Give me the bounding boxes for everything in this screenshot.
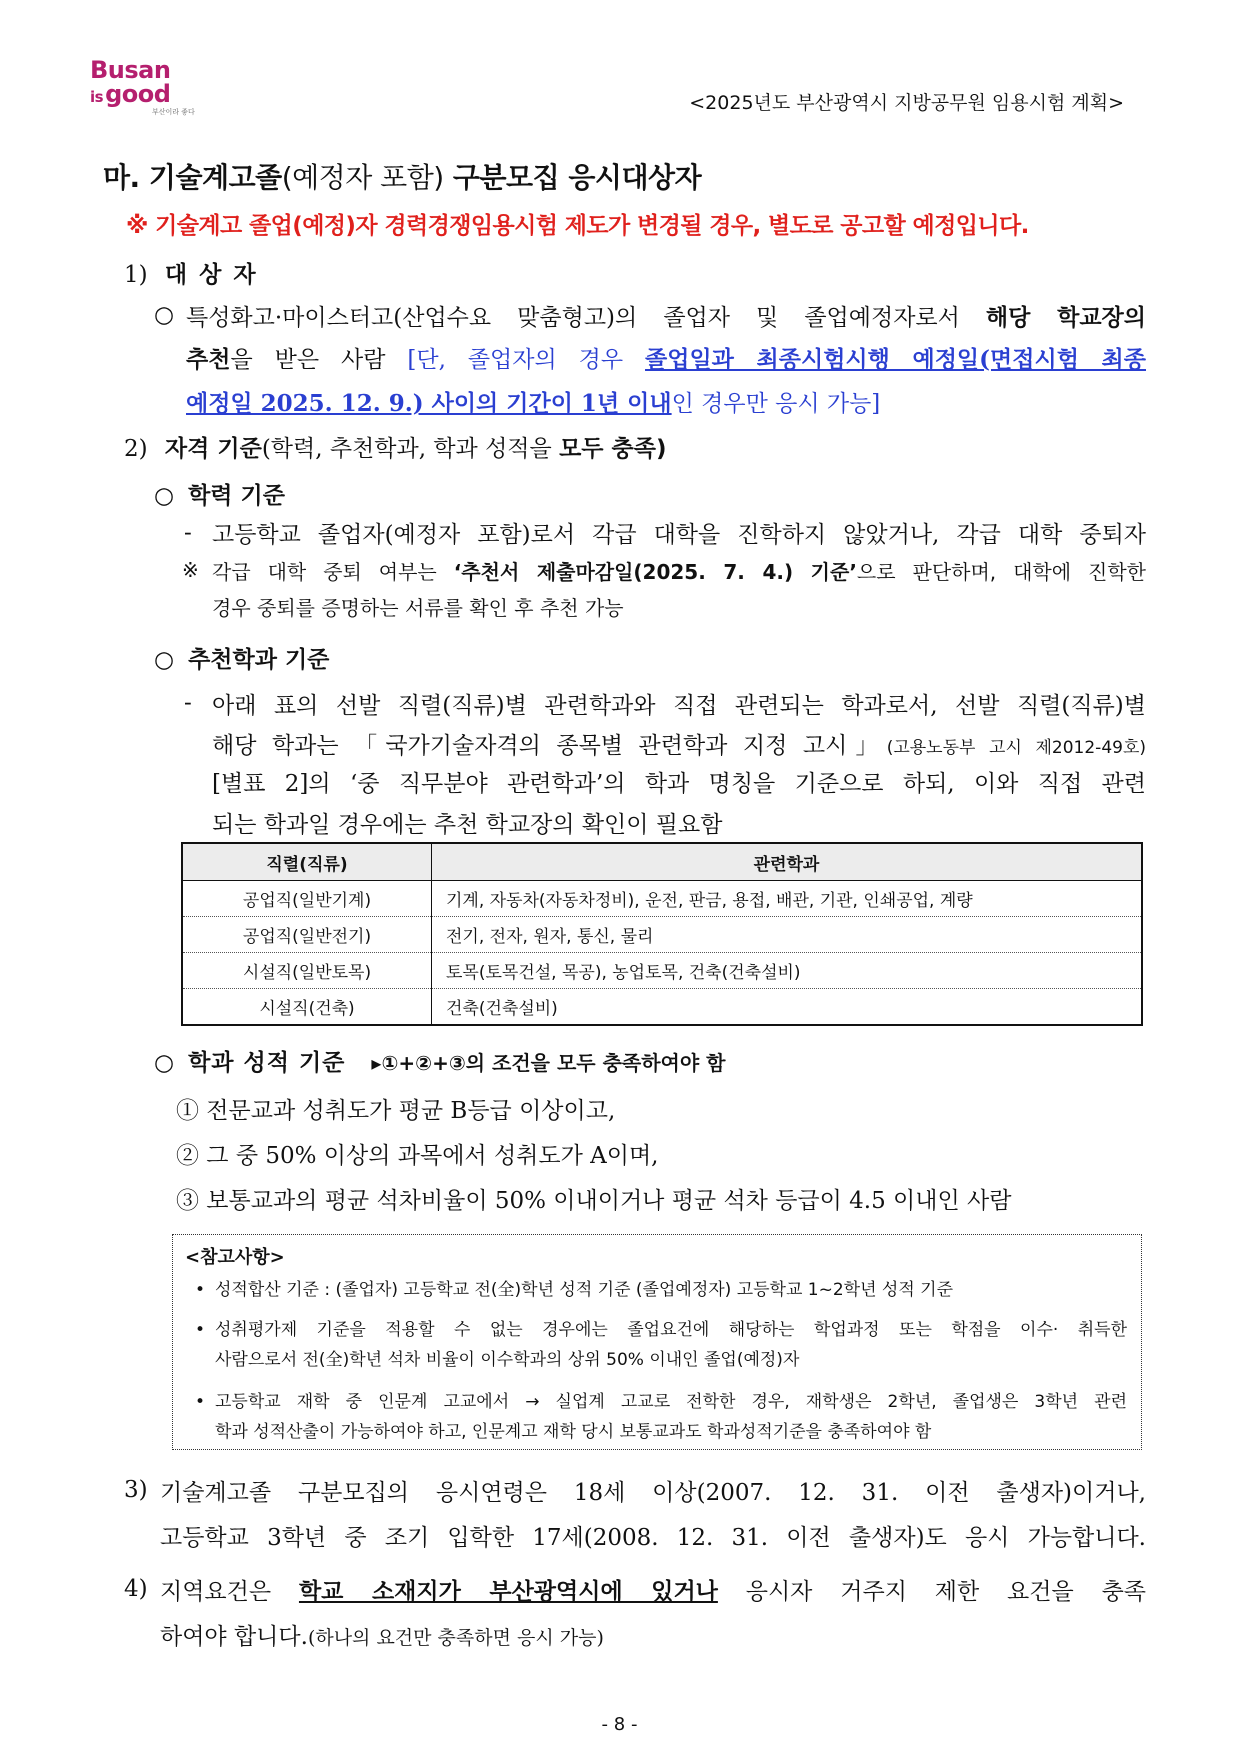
item4-num: 4): [124, 1576, 148, 1602]
edu-bullet: ○: [154, 483, 175, 509]
edu-note-mark: ※: [182, 558, 199, 582]
item1-line1: [186, 302, 1146, 334]
item1-p3a: 예정일 2025. 12. 9.) 사이의 기간이 1년 이내: [186, 390, 672, 417]
dept-heading: [154, 641, 329, 674]
item2-heading-a: 자격 기준: [164, 436, 262, 462]
dept-title: 추천학과 기준: [188, 647, 330, 673]
series-cell: 시설직(일반토목): [182, 953, 432, 989]
item2-heading-c: 모두 충족: [559, 436, 656, 462]
dept-line1: 아래 표의 선발 직렬(직류)별 관련학과와 직접 관련되는 학과로서, 선발 직렬(직류)별: [212, 693, 1146, 719]
item3-num: 3): [124, 1477, 148, 1503]
item1-title: 대 상 자: [164, 262, 258, 288]
edu-dash: -: [184, 520, 192, 546]
bullet-dot: •: [195, 1280, 206, 1300]
depts-cell: 토목(토목건설, 목공), 농업토목, 건축(건축설비): [432, 953, 1143, 989]
logo-good: good: [105, 80, 171, 108]
item1-p1a: 특성화고·마이스터고(산업수요 맞춤형고)의 졸업자 및 졸업예정자로서: [186, 305, 986, 331]
series-cell: 공업직(일반기계): [182, 881, 432, 917]
series-cell: 시설직(건축): [182, 989, 432, 1026]
col-depts-header: 관련학과: [432, 843, 1143, 881]
item4-l1b: 학교 소재지가 부산광역시에 있거나: [298, 1579, 718, 1605]
reference-text: 성적합산 기준 : (졸업자) 고등학교 전(全)학년 성적 기준 (졸업예정자) 고등학교 1~2학년 성적 기준: [215, 1280, 954, 1300]
bullet-dot: •: [195, 1320, 206, 1340]
plan-title: <2025년도 부산광역시 지방공무원 임용시험 계획>: [689, 92, 1124, 114]
edu-title: 학력 기준: [188, 483, 285, 509]
item2-num: 2): [124, 436, 148, 462]
item1-num: 1): [124, 262, 148, 288]
reference-item: [195, 1387, 1127, 1447]
grade-heading: [154, 1044, 725, 1077]
edu-note1b: ‘추천서 제출마감일(2025. 7. 4.) 기준’: [453, 560, 857, 584]
dept-dash: -: [184, 690, 192, 716]
reference-title: <참고사항>: [185, 1247, 285, 1268]
bullet-dot: •: [195, 1392, 206, 1412]
item2-heading-d: ): [655, 436, 667, 462]
item1-p2d: 졸업일과 최종시험시행 예정일(면접시험 최종: [645, 346, 1146, 373]
page-number: - 8 -: [601, 1714, 638, 1735]
logo-line2: [90, 82, 210, 109]
grade-title: 학과 성적 기준: [188, 1050, 346, 1076]
item4-l1c: 응시자 거주지 제한 요건을 충족: [717, 1579, 1147, 1605]
edu-line: 고등학교 졸업자(예정자 포함)로서 각급 대학을 진학하지 않았거나, 각급 대학 중퇴자: [212, 522, 1147, 548]
dept-line4: 되는 학과일 경우에는 추천 학교장의 확인이 필요함: [212, 812, 723, 838]
busan-is-good-logo: [90, 58, 210, 117]
item1-line2: [186, 344, 1146, 376]
logo-is: is: [90, 88, 104, 106]
reference-text: 고등학교 재학 중 인문계 고교에서 → 실업계 고교로 전학한 경우, 재학생은 2학년, 졸업생은 3학년 관련: [215, 1392, 1127, 1412]
table-row: [182, 989, 1142, 1026]
dept-l2c: (고용노동부 고시 제2012-49호): [886, 738, 1147, 758]
item1-p2c: [단, 졸업자의 경우: [407, 347, 646, 373]
item1-p1b: 해당 학교장의: [985, 305, 1146, 331]
item4-line1: [160, 1576, 1146, 1608]
reference-text-cont: 학과 성적산출이 가능하여야 하고, 인문계고 재학 당시 보통교과도 학과성적기준을 충족하여야 함: [215, 1422, 932, 1442]
depts-cell: 건축(건축설비): [432, 989, 1143, 1026]
item1-line3: [186, 385, 880, 418]
item3-line2: 고등학교 3학년 중 조기 입학한 17세(2008. 12. 31. 이전 출생자)도 응시 가능합니다.: [160, 1525, 1146, 1551]
item1-heading: [124, 256, 258, 289]
table-header-row: [182, 843, 1142, 881]
dept-l2b: 「국가기술자격의 종목별 관련학과 지정 고시」: [354, 733, 887, 759]
item1-p3b: 인 경우만 응시 가능]: [671, 391, 881, 417]
grade-cond3: ③ 보통교과의 평균 석차비율이 50% 이내이거나 평균 석차 등급이 4.5 이내인 사람: [176, 1188, 1012, 1214]
table-row: [182, 917, 1142, 953]
grade-cond1: ① 전문교과 성취도가 평균 B등급 이상이고,: [176, 1098, 616, 1124]
dept-l2a: 해당 학과는: [212, 733, 355, 759]
reference-box: [172, 1234, 1142, 1450]
logo-line1: Busan: [90, 56, 171, 84]
dept-bullet: ○: [154, 647, 175, 673]
item4-l2b: (하나의 요건만 충족하면 응시 가능): [307, 1627, 604, 1649]
item1-p2a: 추천: [186, 347, 231, 373]
edu-heading: [154, 477, 285, 510]
logo-tagline: 부산이라 좋다: [152, 108, 195, 116]
depts-cell: 전기, 전자, 원자, 통신, 물리: [432, 917, 1143, 953]
item2-heading: [124, 430, 666, 463]
edu-note-line2: 경우 중퇴를 증명하는 서류를 확인 후 추천 가능: [212, 596, 624, 620]
reference-item: [195, 1275, 1127, 1305]
change-notice: ※ 기술계고 졸업(예정)자 경력경쟁임용시험 제도가 변경될 경우, 별도로 공고할 예정입니다.: [126, 213, 1029, 239]
depts-cell: 기계, 자동차(자동차정비), 운전, 판금, 용접, 배관, 기관, 인쇄공업, 계량: [432, 881, 1143, 917]
dept-line2: [212, 730, 1146, 764]
grade-cond2: ② 그 중 50% 이상의 과목에서 성취도가 A이며,: [176, 1143, 659, 1169]
item3-line1: 기술계고졸 구분모집의 응시연령은 18세 이상(2007. 12. 31. 이전 출생자)이거나,: [160, 1480, 1146, 1506]
series-cell: 공업직(일반전기): [182, 917, 432, 953]
department-table: [181, 842, 1143, 1026]
table-row: [182, 881, 1142, 917]
reference-item: [195, 1315, 1127, 1375]
item4-l2a: 하여야 합니다.: [160, 1624, 308, 1650]
item1-bullet: ○: [154, 302, 175, 328]
reference-text: 성취평가제 기준을 적용할 수 없는 경우에는 졸업요건에 해당하는 학업과정 또는 학점을 이수· 취득한: [215, 1320, 1127, 1340]
edu-note-line1: [212, 558, 1146, 586]
edu-note1c: 으로 판단하며, 대학에 진학한: [856, 560, 1146, 584]
reference-text-cont: 사람으로서 전(全)학년 석차 비율이 이수학과의 상위 50% 이내인 졸업(예정)자: [215, 1350, 800, 1370]
grade-bullet: ○: [154, 1050, 175, 1076]
title-part1: 마. 기술계고졸: [103, 161, 282, 194]
grade-condition: ▸①+②+③의 조건을 모두 충족하여야 함: [371, 1051, 726, 1075]
edu-note1a: 각급 대학 중퇴 여부는: [212, 560, 454, 584]
title-part3: 구분모집 응시대상자: [443, 161, 702, 194]
item4-line2: [160, 1618, 604, 1651]
item2-heading-b: (학력, 추천학과, 학과 성적을: [261, 436, 560, 462]
table-row: [182, 953, 1142, 989]
title-part2: (예정자 포함): [281, 161, 444, 194]
item1-p2b: 을 받은 사람: [230, 347, 408, 373]
col-series-header: 직렬(직류): [182, 843, 432, 881]
item4-l1a: 지역요건은: [160, 1579, 299, 1605]
section-title: [103, 156, 701, 196]
dept-line3: [별표 2]의 ‘중 직무분야 관련학과’의 학과 명칭을 기준으로 하되, 이와 직접 관련: [212, 771, 1146, 797]
